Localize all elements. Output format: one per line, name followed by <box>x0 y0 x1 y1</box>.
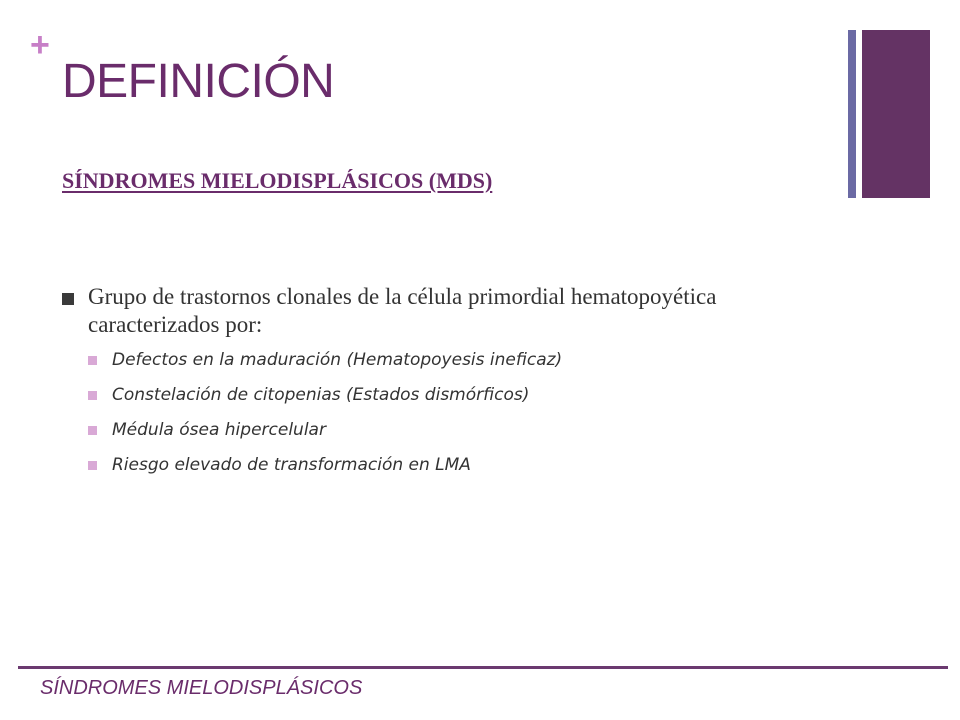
square-bullet-icon <box>88 356 97 365</box>
bullet-text: Grupo de trastornos clonales de la célula primordial hematopoyética caracterizados por: <box>88 284 717 337</box>
bullet-item <box>62 283 822 339</box>
slide-title: DEFINICIÓN <box>62 55 335 108</box>
sub-bullet-text: Constelación de citopenias (Estados dismórficos) <box>112 385 530 405</box>
square-bullet-icon <box>88 391 97 400</box>
square-bullet-icon <box>88 426 97 435</box>
sub-bullet-item <box>88 349 822 371</box>
sub-bullet-item <box>88 384 822 406</box>
slide-subtitle: SÍNDROMES MIELODISPLÁSICOS (MDS) <box>62 168 493 193</box>
sub-bullet-list <box>62 349 822 476</box>
square-bullet-icon <box>62 293 74 305</box>
square-bullet-icon <box>88 461 97 470</box>
sub-bullet-item <box>88 419 822 441</box>
decorative-bar-thin <box>848 30 856 198</box>
slide-content <box>62 283 822 489</box>
plus-icon: + <box>30 26 50 64</box>
slide-footer: SÍNDROMES MIELODISPLÁSICOS <box>40 677 363 699</box>
sub-bullet-item <box>88 454 822 476</box>
sub-bullet-text: Defectos en la maduración (Hematopoyesis ineficaz) <box>112 350 563 370</box>
decorative-bar-wide <box>862 30 930 198</box>
footer-divider <box>18 666 948 669</box>
sub-bullet-text: Médula ósea hipercelular <box>112 420 326 440</box>
sub-bullet-text: Riesgo elevado de transformación en LMA <box>112 455 471 475</box>
